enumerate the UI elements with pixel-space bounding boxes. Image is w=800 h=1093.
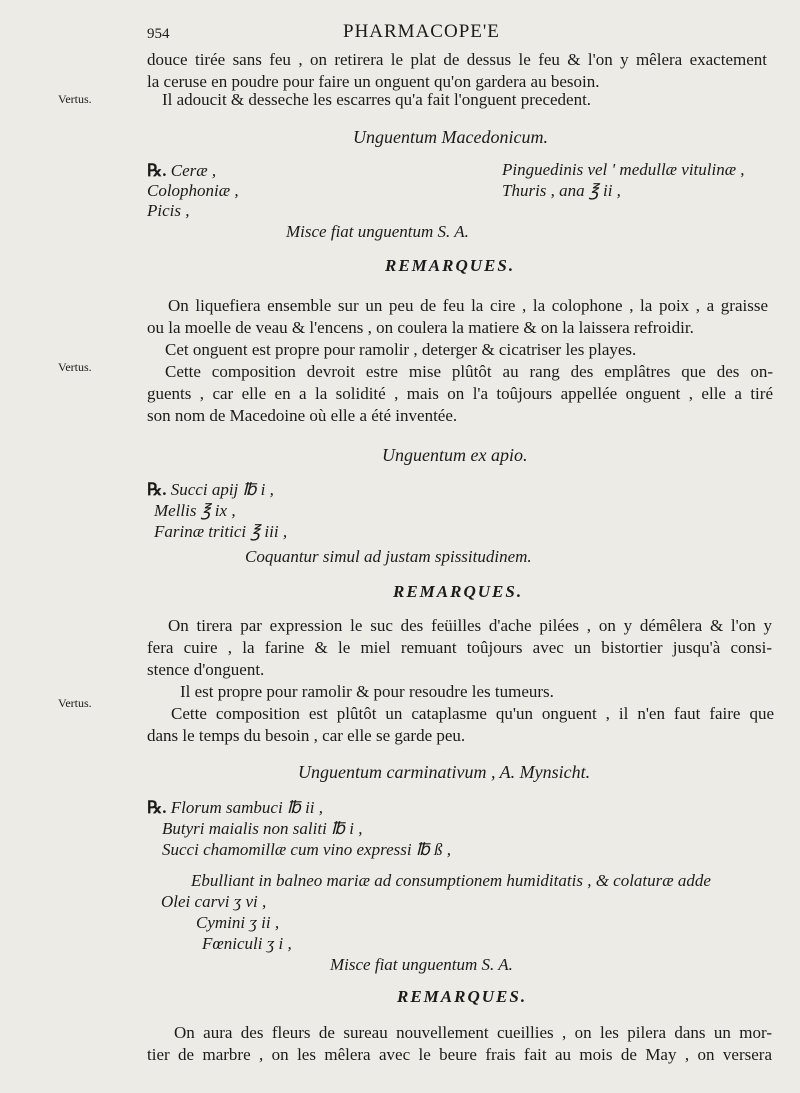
remarques-heading: REMARQUES. xyxy=(385,256,516,275)
text-line: Cette composition devroit estre mise plûtôt au rang des emplâtres que des on- xyxy=(165,362,773,381)
margin-note: Vertus. xyxy=(58,696,92,710)
text-line: dans le temps du besoin , car elle se garde peu. xyxy=(147,726,466,745)
ingredient-line: Colophoniæ , xyxy=(147,181,239,200)
ingredient-line: Thuris , ana ℥ ii , xyxy=(502,181,621,200)
ingredient: Florum sambuci ℔ ii , xyxy=(170,798,324,817)
coquantur-line: Coquantur simul ad justam spissitudinem. xyxy=(245,547,532,566)
recipe-symbol: ℞. xyxy=(147,798,167,817)
text-line: Cet onguent est propre pour ramolir , deterger & cicatriser les playes. xyxy=(165,340,637,359)
remarques-heading: REMARQUES. xyxy=(393,582,524,601)
text-line: son nom de Macedoine où elle a été inventée. xyxy=(147,406,458,425)
ingredient-line xyxy=(147,798,323,818)
remarques-heading: REMARQUES. xyxy=(397,987,528,1006)
misce-line: Misce fiat unguentum S. A. xyxy=(330,955,513,974)
ingredient-line xyxy=(147,161,216,181)
text-line: ou la moelle de veau & l'encens , on coulera la matiere & on la laissera refroidir. xyxy=(147,318,694,337)
text-line: Il est propre pour ramolir & pour resoudre les tumeurs. xyxy=(180,682,554,701)
text-line: On tirera par expression le suc des feüilles d'ache pilées , on y démêlera & l'on y xyxy=(168,616,772,635)
margin-note: Vertus. xyxy=(58,92,92,106)
ingredient-line: Cymini ʒ ii , xyxy=(196,913,280,932)
text-line: douce tirée sans feu , on retirera le plat de dessus le feu & l'on y mêlera exactement xyxy=(147,50,767,69)
text-line: tier de marbre , on les mêlera avec le beure frais fait au mois de May , on versera xyxy=(147,1045,772,1064)
margin-note: Vertus. xyxy=(58,360,92,374)
text-line: On aura des fleurs de sureau nouvellement cueillies , on les pilera dans un mor- xyxy=(174,1023,772,1042)
text-line: Il adoucit & desseche les escarres qu'a fait l'onguent precedent. xyxy=(162,90,592,109)
page-number: 954 xyxy=(147,26,170,42)
ingredient-line: Pinguedinis vel ' medullæ vitulinæ , xyxy=(502,160,745,179)
misce-line: Misce fiat unguentum S. A. xyxy=(286,222,469,241)
ingredient-line: Butyri maialis non saliti ℔ i , xyxy=(162,819,363,838)
recipe-symbol: ℞. xyxy=(147,480,167,499)
text-line: On liquefiera ensemble sur un peu de feu la cire , la colophone , la poix , a graisse xyxy=(168,296,768,315)
text-line: guents , car elle en a la solidité , mais on l'a toûjours appellée onguent , elle a tiré xyxy=(147,384,773,403)
ingredient-line: Fœniculi ʒ i , xyxy=(202,934,292,953)
ingredient-line: Farinæ tritici ℥ iii , xyxy=(154,522,288,541)
running-title: PHARMACOPE'E xyxy=(343,21,500,42)
text-line: la ceruse en poudre pour faire un onguent qu'on gardera au besoin. xyxy=(147,72,600,91)
recipe-title: Unguentum carminativum , A. Mynsicht. xyxy=(298,762,591,782)
ingredient-line: Succi chamomillæ cum vino expressi ℔ ß , xyxy=(162,840,451,859)
recipe-symbol: ℞. xyxy=(147,161,167,180)
ingredient: Ceræ , xyxy=(170,161,217,180)
ingredient: Succi apij ℔ i , xyxy=(170,480,274,499)
ingredient-line xyxy=(147,480,274,500)
ingredient-line: Olei carvi ʒ vi , xyxy=(161,892,267,911)
text-line: stence d'onguent. xyxy=(147,660,265,679)
ingredient-line: Mellis ℥ ix , xyxy=(154,501,236,520)
ebulliant-line: Ebulliant in balneo mariæ ad consumptionem humiditatis , & colaturæ adde xyxy=(191,871,711,890)
text-line: fera cuire , la farine & le miel remuant toûjours avec un bistortier jusqu'à consi- xyxy=(147,638,772,657)
text-line: Cette composition est plûtôt un cataplasme qu'un onguent , il n'en faut faire que xyxy=(171,704,774,723)
ingredient-line: Picis , xyxy=(147,201,190,220)
recipe-title: Unguentum Macedonicum. xyxy=(353,127,548,147)
recipe-title: Unguentum ex apio. xyxy=(382,445,528,465)
